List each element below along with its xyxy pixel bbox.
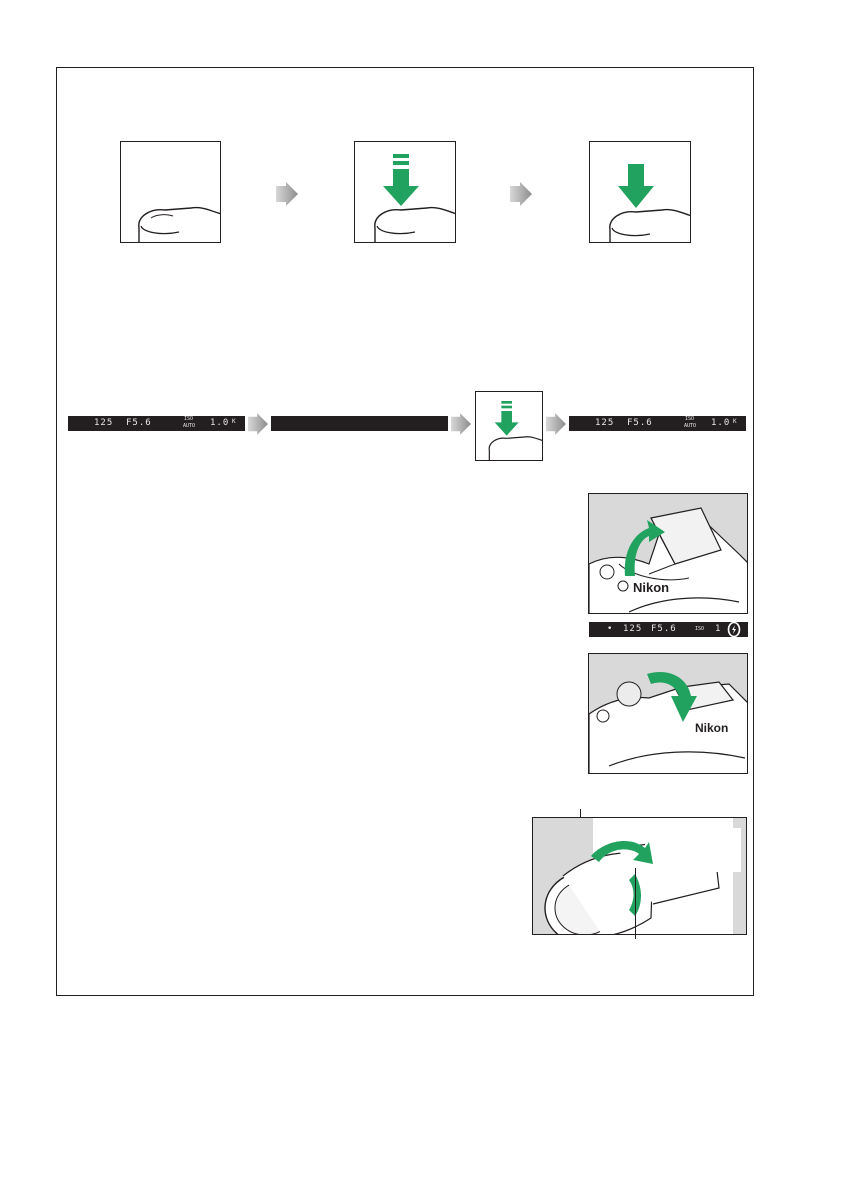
viewfinder-display-right	[569, 416, 746, 431]
count-unit: K	[733, 418, 738, 425]
aperture: F5.6	[126, 418, 152, 428]
half-press-arrow-icon	[476, 392, 543, 461]
iso-auto-label: AUTO	[183, 423, 196, 429]
shutter-speed: 125	[623, 624, 643, 634]
count-unit: K	[232, 418, 237, 425]
exposure-count: 1.0	[210, 418, 230, 428]
lower-flash-arrow-icon	[641, 666, 697, 724]
step-arrow-icon	[248, 413, 268, 435]
step-arrow-icon	[276, 182, 298, 206]
iso-label: ISO	[184, 416, 194, 422]
camera-brand-label: Nikon	[633, 580, 670, 595]
flash-raise-photo	[588, 493, 748, 614]
finger-on-shutter-icon	[121, 142, 221, 243]
shutter-speed: 125	[595, 418, 615, 428]
step-arrow-icon	[510, 182, 532, 206]
aperture: F5.6	[651, 624, 677, 634]
raise-flash-arrow-icon	[619, 518, 669, 578]
step-arrow-icon	[451, 413, 471, 435]
step-arrow-icon	[546, 413, 566, 435]
flash-ready-icon	[727, 622, 741, 637]
aperture: F5.6	[627, 418, 653, 428]
leader-line-bottom	[635, 868, 636, 939]
shutter-step-full-press	[589, 141, 691, 243]
exposure-count: 1.0	[711, 418, 731, 428]
full-press-arrow-icon	[590, 142, 691, 243]
flash-lower-photo	[588, 653, 748, 774]
viewfinder-display-off	[271, 416, 448, 431]
camera-brand-label: Nikon	[695, 721, 729, 735]
rotate-ring-arrow-icon	[587, 834, 657, 918]
viewfinder-display-flash	[589, 622, 748, 637]
shutter-speed: 125	[94, 418, 114, 428]
exposure-count: 1	[715, 624, 722, 634]
half-press-arrow-icon	[355, 142, 456, 243]
shutter-step-resting	[120, 141, 221, 243]
iso-auto-label: AUTO	[684, 423, 697, 429]
iso-label: ISO	[695, 626, 705, 632]
viewfinder-display-left	[68, 416, 245, 431]
shutter-half-press-small	[475, 391, 543, 461]
iso-label: ISO	[685, 416, 695, 422]
shutter-step-half-press	[354, 141, 456, 243]
zoom-ring-photo	[532, 817, 747, 935]
flash-ready-dot: •	[607, 624, 614, 634]
